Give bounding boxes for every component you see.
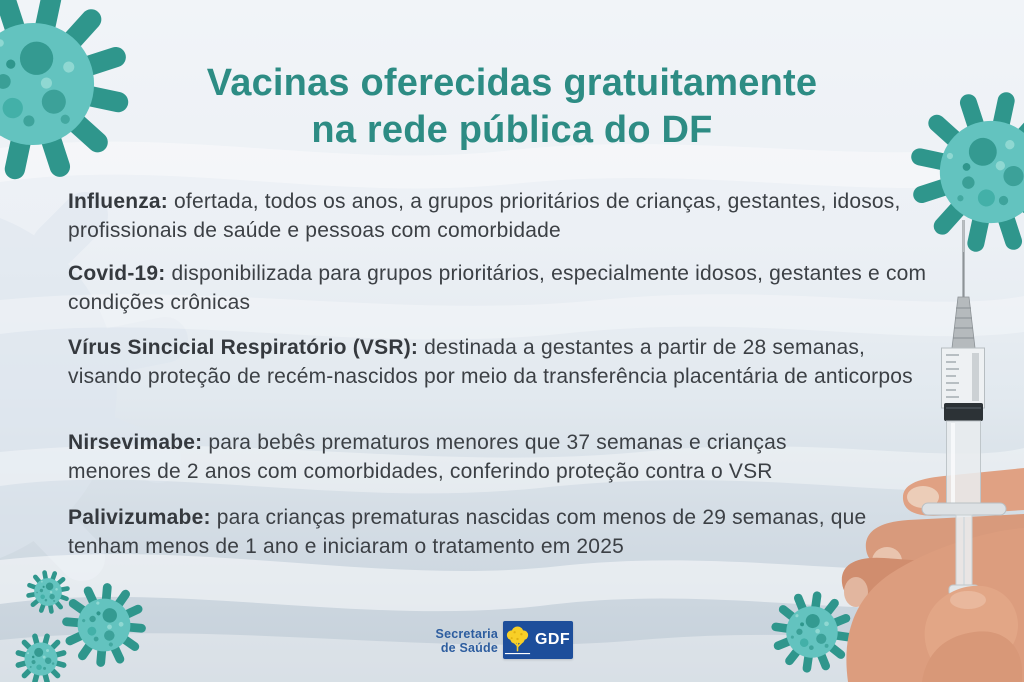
gdf-logo: [503, 621, 573, 659]
gdf-label: GDF: [535, 631, 570, 648]
vaccine-description: ofertada, todos os anos, a grupos prioritários de crianças, gestantes, idosos, profissionais de saúde e pessoas com comorbidade: [68, 190, 901, 242]
secretaria-saude-logo: [368, 627, 498, 655]
vaccine-description: destinada a gestantes a partir de 28 semanas, visando proteção de recém-nascidos por meio da transferência placentária de anticorpos: [68, 336, 913, 388]
page-title-line1: Vacinas oferecidas gratuitamente: [206, 62, 818, 104]
vaccine-description: para crianças prematuras nascidas com menos de 29 semanas, que tenham menos de 1 ano e iniciaram o tratamento em 2025: [68, 506, 867, 558]
vaccine-item-palivizumabe: [68, 503, 898, 561]
vaccine-name: Nirsevimabe:: [68, 431, 203, 454]
vaccine-item-covid19: [68, 259, 936, 317]
vaccine-item-vsr: [68, 333, 918, 391]
vaccine-item-influenza: [68, 187, 913, 245]
vaccine-name: Palivizumabe:: [68, 506, 211, 529]
secretaria-label-line1: Secretaria: [435, 627, 498, 641]
vaccine-name: Influenza:: [68, 190, 168, 213]
vaccine-item-nirsevimabe: [68, 428, 868, 486]
secretaria-label-line2: de Saúde: [440, 641, 498, 655]
ipe-tree-icon: [503, 623, 532, 657]
page-title-line2: na rede pública do DF: [311, 109, 713, 151]
vaccine-description: para bebês prematuros menores que 37 semanas e crianças menores de 2 anos com comorbidades, conferindo proteção contra o VSR: [68, 431, 787, 483]
vaccine-description: disponibilizada para grupos prioritários, especialmente idosos, gestantes e com condições crônicas: [68, 262, 927, 314]
vaccine-name: Covid-19:: [68, 262, 166, 285]
page-title: [0, 60, 1024, 154]
vaccine-name: Vírus Sincicial Respiratório (VSR):: [68, 336, 419, 359]
